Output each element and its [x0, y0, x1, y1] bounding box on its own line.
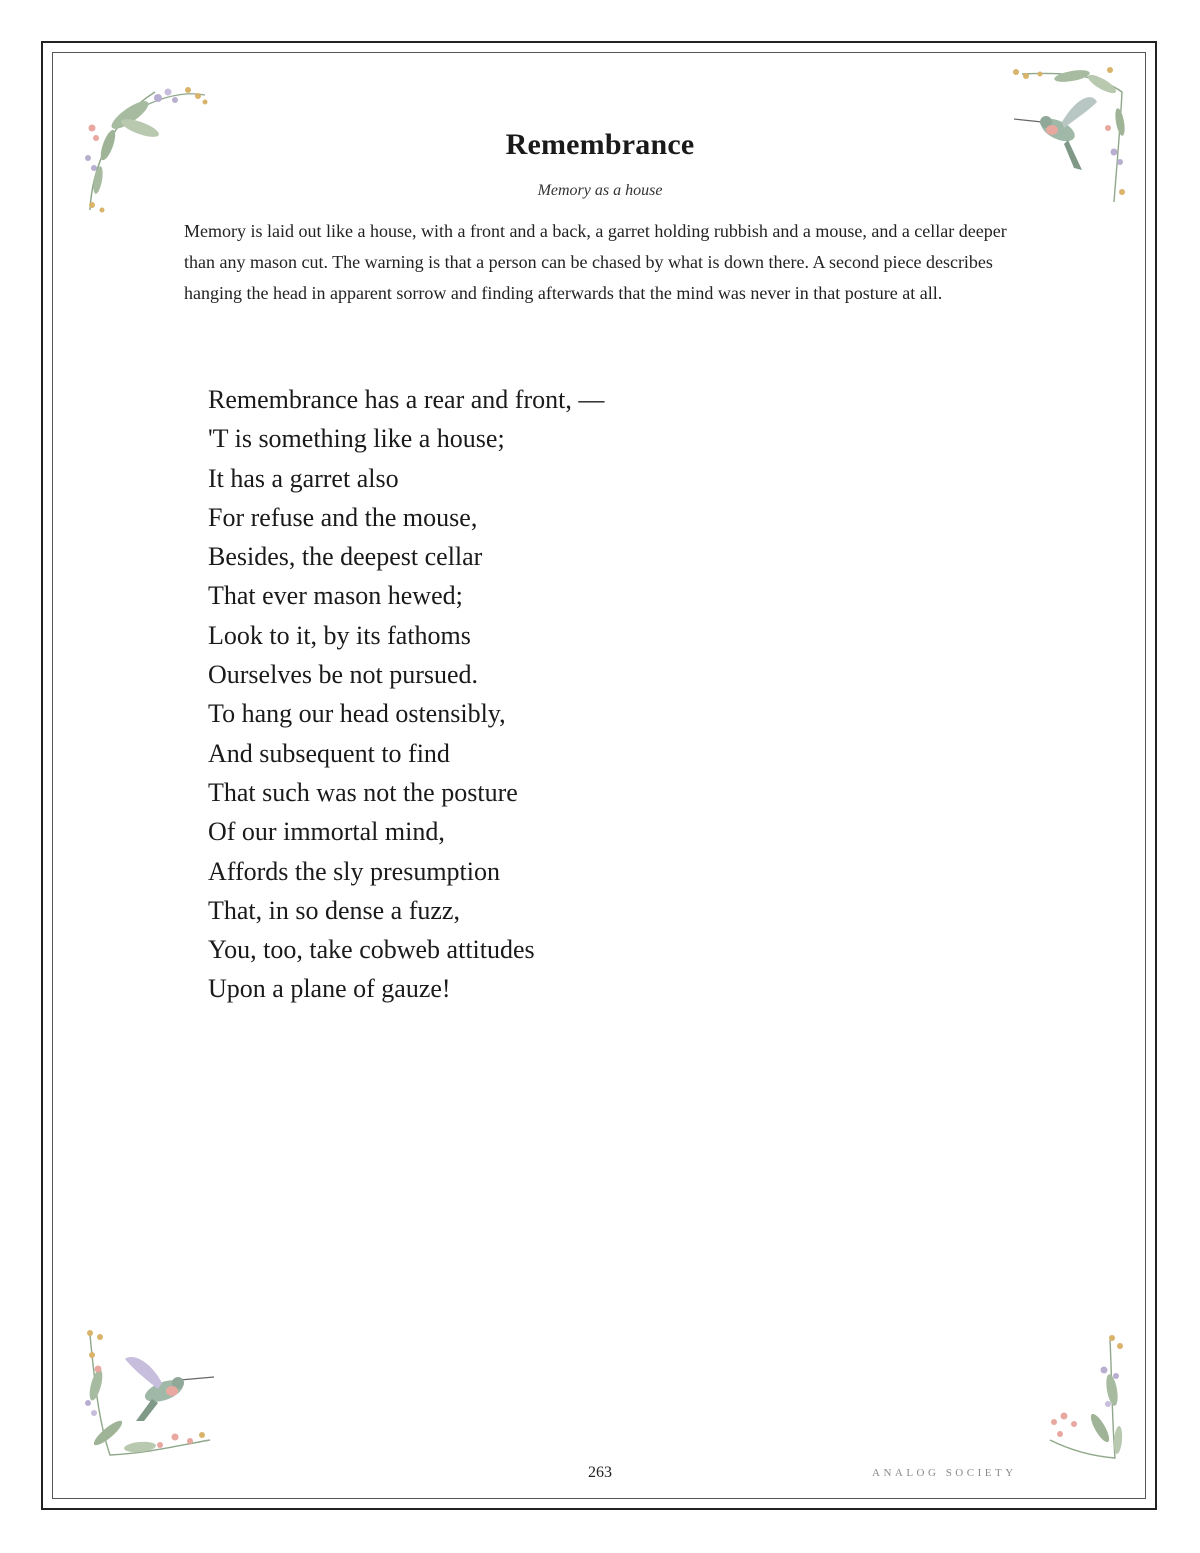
- page-number: 263: [588, 1464, 612, 1481]
- poem-line: Ourselves be not pursued.: [208, 660, 479, 690]
- poem-line: You, too, take cobweb attitudes: [208, 935, 535, 965]
- poem-line: For refuse and the mouse,: [208, 502, 478, 532]
- hummingbird-floral-icon: [80, 1325, 220, 1465]
- summary-paragraph: Memory is laid out like a house, with a front and a back, a garret holding rubbish and a mouse, and a cellar deeper than any mason cut. The warning is that a person can be chased by what is down there. A second piece describes hanging the head in apparent sorrow and finding afterwards that the mind was never in that posture at all.: [184, 221, 1007, 303]
- poem-line: Look to it, by its fathoms: [208, 620, 471, 650]
- poem-line: That ever mason hewed;: [208, 581, 463, 611]
- poem-line: Remembrance has a rear and front, —: [208, 385, 605, 414]
- publisher-name: ANALOG SOCIETY: [872, 1467, 1017, 1479]
- poem-line: That such was not the posture: [208, 777, 518, 807]
- poem-line: And subsequent to find: [208, 738, 450, 768]
- poem-line: To hang our head ostensibly,: [208, 699, 506, 729]
- poem-line: Affords the sly presumption: [208, 856, 500, 886]
- page-subtitle: Memory as a house: [537, 182, 663, 199]
- poem-line: That, in so dense a fuzz,: [208, 895, 460, 925]
- poem: [208, 380, 604, 1009]
- floral-corner-icon: [1040, 1330, 1130, 1465]
- poem-line: It has a garret also: [208, 463, 399, 493]
- poem-line: Besides, the deepest cellar: [208, 542, 483, 572]
- page-title: Remembrance: [505, 128, 695, 161]
- poem-line: 'T is something like a house;: [208, 424, 505, 454]
- poem-line: Of our immortal mind,: [208, 817, 445, 847]
- poem-line: Upon a plane of gauze!: [208, 974, 451, 1004]
